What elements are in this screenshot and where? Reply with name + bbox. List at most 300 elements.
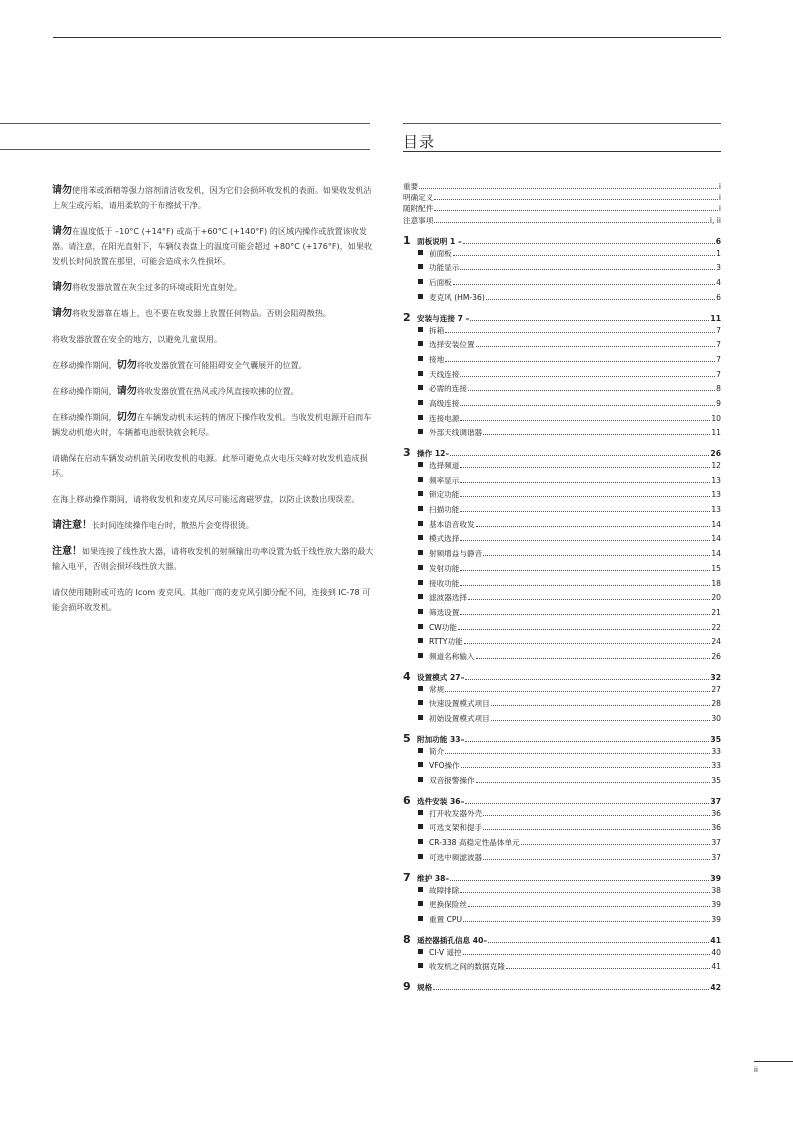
toc-leader-dots xyxy=(491,705,711,706)
toc-item-label: 选择频道 xyxy=(429,461,460,470)
toc-item-label: 扫描功能 xyxy=(429,505,460,515)
toc-section-item xyxy=(403,262,721,277)
toc-leader-dots xyxy=(486,299,715,300)
toc-leader-dots xyxy=(465,741,709,742)
precautions-column xyxy=(52,183,374,626)
precaution-paragraph xyxy=(52,585,374,615)
toc-chapter-label: 设置模式 27– xyxy=(417,672,465,682)
precaution-lead: 请勿 xyxy=(52,308,72,319)
toc-leader-dots xyxy=(483,434,710,435)
toc-item-page: 30 xyxy=(711,714,721,723)
toc-section-item xyxy=(403,947,721,962)
precaution-text: 在车辆发动机未运转的情况下操作收发机。当收发机电源开启而车辆发动机熄火时，车辆蓄电池很快就会耗尽。 xyxy=(52,412,372,437)
toc-section-item xyxy=(403,746,721,761)
toc-item-label: 常规 xyxy=(429,684,445,694)
toc-item-page: 7 xyxy=(716,354,721,364)
page-number: ii xyxy=(754,1066,758,1074)
precaution-text: 在海上移动操作期间，请将收发机和麦克风尽可能远离磁罗盘，以防止读数出现误差。 xyxy=(52,494,360,504)
precaution-paragraph xyxy=(52,224,374,269)
square-bullet-icon xyxy=(418,715,423,720)
toc-item-label: 拆箱 xyxy=(429,325,445,335)
toc-item-label: 打开收发器外壳 xyxy=(429,808,483,818)
precaution-lead: 请勿 xyxy=(52,226,72,237)
toc-item-page: 10 xyxy=(711,413,721,423)
precaution-prefix: 在移动操作期间， xyxy=(52,386,117,396)
toc-item-page: 1 xyxy=(716,248,721,258)
toc-chapter-label: 面板说明 1 – xyxy=(417,236,462,246)
toc-item-page: i xyxy=(718,193,721,203)
toc-item-page: 38 xyxy=(711,885,721,895)
toc-section-item xyxy=(403,713,721,728)
toc-chapter-label: 维护 38– xyxy=(417,873,450,883)
precaution-text: 使用苯或酒精等强力溶剂清洁收发机，因为它们会损坏收发机的表面。如果收发机沾上灰尘或污垢，请用柔软的干布擦拭干净。 xyxy=(52,185,372,210)
square-bullet-icon xyxy=(418,535,423,540)
toc-front-item xyxy=(403,203,721,214)
square-bullet-icon xyxy=(418,810,423,815)
toc-item-label: 重要 xyxy=(403,182,419,191)
toc-leader-dots xyxy=(460,585,710,586)
top-rule xyxy=(53,37,721,38)
toc-front-item xyxy=(403,181,721,192)
toc-leader-dots xyxy=(460,614,710,615)
square-bullet-icon xyxy=(418,854,423,859)
toc-leader-dots xyxy=(468,390,715,391)
toc-section-item xyxy=(403,914,721,929)
toc-item-label: 前面板 xyxy=(429,248,452,258)
toc-chapter xyxy=(403,933,721,947)
square-bullet-icon xyxy=(418,762,423,767)
toc-chapter xyxy=(403,794,721,808)
toc-section-item xyxy=(403,563,721,578)
precaution-text: 长时间连续操作电台时，散热片会变得很烫。 xyxy=(92,520,254,530)
toc-item-label: 锁定功能 xyxy=(429,490,460,500)
toc-item-label: 外部天线调谐器 xyxy=(429,428,483,438)
toc-item-label: CR-338 高稳定性晶体单元 xyxy=(429,838,520,848)
toc-section-item xyxy=(403,651,721,666)
square-bullet-icon xyxy=(418,624,423,629)
toc-chapter xyxy=(403,732,721,746)
left-section-rule-2 xyxy=(0,149,370,150)
toc-item-label: 筛选设置 xyxy=(429,607,460,617)
left-section-rule xyxy=(0,123,370,124)
toc-chapter xyxy=(403,446,721,460)
toc-item-page: 26 xyxy=(711,651,721,661)
toc-chapter-page: 26 xyxy=(710,449,721,458)
toc-item-label: VFO操作 xyxy=(429,761,460,771)
toc-item-page: 27 xyxy=(711,684,721,694)
square-bullet-icon xyxy=(418,839,423,844)
toc-item-label: 重置 CPU xyxy=(429,914,463,924)
toc-chapter-page: 11 xyxy=(710,313,721,323)
precaution-text: 将收发器放置在热风或冷风直接吹拂的位置。 xyxy=(136,386,299,396)
square-bullet-icon xyxy=(418,638,423,643)
toc-item-label: 后面板 xyxy=(429,278,452,288)
toc-leader-dots xyxy=(453,255,715,256)
toc-chapter-page: 35 xyxy=(710,734,721,744)
toc-item-page: 33 xyxy=(711,761,721,771)
page-number-rule xyxy=(754,1061,793,1062)
toc-section-item xyxy=(403,822,721,837)
toc-item-page: 8 xyxy=(716,384,721,394)
toc-front-item xyxy=(403,192,721,203)
toc-item-label: 快速设置模式项目 xyxy=(429,699,490,709)
toc-leader-dots xyxy=(483,815,710,816)
toc-leader-dots xyxy=(453,284,715,285)
toc-leader-dots xyxy=(465,679,709,680)
toc-item-label: 连接电源 xyxy=(429,413,460,423)
toc-leader-dots xyxy=(460,376,715,377)
toc-item-page: 14 xyxy=(711,534,721,544)
toc-leader-dots xyxy=(476,526,711,527)
square-bullet-icon xyxy=(418,686,423,691)
square-bullet-icon xyxy=(418,250,423,255)
toc-section-item xyxy=(403,837,721,852)
toc-leader-dots xyxy=(434,210,718,211)
toc-item-label: 收发机之间的数据克隆 xyxy=(429,962,505,972)
precaution-lead: 请勿 xyxy=(52,185,72,196)
precaution-text: 在温度低于 –10°C (+14°F) 或高于+60°C (+140°F) 的区域内操作或放置该收发器。请注意，在阳光直射下，车辆仪表盘上的温度可能会超过 +80°C (+176°F)，如果收发机长时间放置在那里，可能会造成永久性损坏。 xyxy=(52,226,373,266)
toc-leader-dots xyxy=(483,555,710,556)
toc-leader-dots xyxy=(470,320,709,321)
toc-item-page: 12 xyxy=(711,461,721,470)
toc-item-page: 13 xyxy=(711,505,721,515)
toc-item-page: 39 xyxy=(711,914,721,924)
precaution-paragraph xyxy=(52,332,374,347)
toc-item-label: 随附配件 xyxy=(403,204,434,214)
square-bullet-icon xyxy=(418,594,423,599)
toc-chapter-page: 41 xyxy=(710,935,721,945)
toc-item-label: 双音报警操作 xyxy=(429,776,475,786)
toc-leader-dots xyxy=(460,269,715,270)
toc-chapter-page: 39 xyxy=(710,873,721,883)
toc-section-item xyxy=(403,961,721,976)
toc-item-page: 11 xyxy=(711,428,721,438)
toc-item-page: 41 xyxy=(711,962,721,972)
toc-item-page: 39 xyxy=(711,900,721,910)
toc-item-page: 36 xyxy=(711,808,721,818)
precaution-prefix: 在移动操作期间， xyxy=(52,360,117,370)
toc-chapter-number: 1 xyxy=(403,233,411,247)
toc-leader-dots xyxy=(419,188,718,189)
toc-item-page: 22 xyxy=(711,622,721,632)
square-bullet-icon xyxy=(418,327,423,332)
toc-item-page: 13 xyxy=(711,475,721,485)
toc-item-label: CW功能 xyxy=(429,622,457,632)
toc-leader-dots xyxy=(468,599,710,600)
toc-section-item xyxy=(403,369,721,384)
precaution-paragraph xyxy=(52,183,374,213)
toc-title: 目录 xyxy=(403,133,436,151)
toc-leader-dots xyxy=(445,691,710,692)
toc-item-page: 13 xyxy=(711,490,721,500)
toc-leader-dots xyxy=(476,346,716,347)
square-bullet-icon xyxy=(418,400,423,405)
toc-item-label: 故障排除 xyxy=(429,885,460,895)
square-bullet-icon xyxy=(418,294,423,299)
toc-chapter-number: 3 xyxy=(403,446,411,459)
toc-leader-dots xyxy=(433,989,709,990)
toc-section-item xyxy=(403,354,721,369)
toc-item-label: 滤波器选择 xyxy=(429,593,467,603)
toc-item-page: 6 xyxy=(716,292,721,302)
precaution-lead: 切勿 xyxy=(116,412,137,423)
toc-leader-dots xyxy=(460,496,710,497)
toc-item-page: 7 xyxy=(716,325,721,335)
toc-item-label: 选择安装位置 xyxy=(429,340,475,350)
toc-leader-dots xyxy=(460,540,710,541)
toc-chapter xyxy=(403,311,721,325)
toc-item-page: 36 xyxy=(711,823,721,833)
toc-section-item xyxy=(403,325,721,340)
toc-item-label: 可选中频滤波器 xyxy=(429,852,483,862)
toc-item-label: 发射功能 xyxy=(429,563,460,573)
toc-item-label: 天线连接 xyxy=(429,369,460,379)
square-bullet-icon xyxy=(418,477,423,482)
toc-leader-dots xyxy=(521,844,711,845)
toc-chapter-label: 安装与连接 7 – xyxy=(417,313,470,323)
toc-leader-dots xyxy=(460,420,710,421)
toc-item-label: 频道名称输入 xyxy=(429,651,475,661)
square-bullet-icon xyxy=(418,700,423,705)
precaution-paragraph xyxy=(52,492,374,507)
toc-chapter-page: 32 xyxy=(710,672,721,682)
toc-item-label: 更换保险丝 xyxy=(429,900,467,910)
toc-leader-dots xyxy=(463,921,710,922)
toc-section-item xyxy=(403,548,721,563)
square-bullet-icon xyxy=(418,609,423,614)
toc-chapter xyxy=(403,871,721,885)
precaution-paragraph xyxy=(52,544,374,574)
square-bullet-icon xyxy=(418,521,423,526)
toc-section-item xyxy=(403,684,721,699)
precaution-paragraph xyxy=(52,384,374,399)
precaution-text: 请仅使用随附或可选的 Icom 麦克风。其他厂商的麦克风引脚分配不同，连接到 IC-78 可能会损坏收发机。 xyxy=(52,587,371,612)
toc-item-page: 20 xyxy=(711,593,721,603)
precaution-prefix: 在移动操作期间， xyxy=(52,412,117,422)
toc-chapter-label: 附加功能 33– xyxy=(417,734,465,744)
square-bullet-icon xyxy=(418,565,423,570)
toc-item-label: RTTY功能 xyxy=(429,637,463,647)
toc-leader-dots xyxy=(476,782,711,783)
toc-item-page: 40 xyxy=(711,947,721,957)
toc-front-item xyxy=(403,215,721,226)
toc-section-item xyxy=(403,292,721,307)
toc-chapter-label: 规格 xyxy=(417,982,433,992)
toc-chapter-number: 4 xyxy=(403,669,411,683)
toc-item-page: 18 xyxy=(711,578,721,588)
toc-leader-dots xyxy=(463,954,711,955)
toc-chapter-number: 5 xyxy=(403,731,411,745)
toc-leader-dots xyxy=(458,629,710,630)
toc-chapter-label: 操作 12– xyxy=(417,449,450,458)
toc-item-label: 基本语音收发 xyxy=(429,519,475,529)
square-bullet-icon xyxy=(418,653,423,658)
toc-section-item xyxy=(403,533,721,548)
precaution-paragraph xyxy=(52,410,374,440)
square-bullet-icon xyxy=(418,429,423,434)
precaution-paragraph xyxy=(52,451,374,481)
toc-item-label: 初始设置模式项目 xyxy=(429,714,490,723)
precaution-paragraph xyxy=(52,358,374,373)
toc-chapter-number: 6 xyxy=(403,793,411,807)
precaution-lead: 请注意！ xyxy=(52,520,92,531)
precaution-paragraph xyxy=(52,518,374,533)
toc-section-item xyxy=(403,489,721,504)
precaution-text: 将收发器放置在安全的地方，以避免儿童误用。 xyxy=(52,334,222,344)
toc-title-rule xyxy=(403,151,721,152)
toc-chapter xyxy=(403,670,721,684)
toc-leader-dots xyxy=(460,405,715,406)
toc-leader-dots xyxy=(460,570,710,571)
precaution-text: 将收发器靠在墙上，也不要在收发器上放置任何物品。否则会阻碍散热。 xyxy=(72,308,332,318)
precaution-text: 请确保在启动车辆发动机前关闭收发机的电源。此举可避免点火电压尖峰对收发机造成损坏。 xyxy=(52,453,368,478)
square-bullet-icon xyxy=(418,371,423,376)
toc-chapter-number: 2 xyxy=(403,310,411,324)
toc-item-page: i xyxy=(718,204,721,214)
toc-item-page: 9 xyxy=(716,398,721,408)
square-bullet-icon xyxy=(418,887,423,892)
toc-chapter-label: 遥控器插孔信息 40– xyxy=(417,935,488,945)
toc-leader-dots xyxy=(506,968,710,969)
square-bullet-icon xyxy=(418,341,423,346)
toc-leader-dots xyxy=(445,361,715,362)
toc-item-page: 21 xyxy=(711,607,721,617)
toc-section-item xyxy=(403,504,721,519)
toc-section-item xyxy=(403,636,721,651)
toc-item-page: 15 xyxy=(711,563,721,573)
toc-section-item xyxy=(403,808,721,823)
toc-section-item xyxy=(403,760,721,775)
toc-item-label: 接地 xyxy=(429,354,445,364)
toc-leader-dots xyxy=(450,455,709,456)
toc-chapter xyxy=(403,234,721,248)
toc-section-item xyxy=(403,852,721,867)
toc-section-item xyxy=(403,475,721,490)
toc-chapter-number: 7 xyxy=(403,870,411,884)
toc-leader-dots xyxy=(483,859,710,860)
toc-chapter-page: 6 xyxy=(715,236,721,246)
toc-leader-dots xyxy=(445,753,710,754)
toc-item-page: 14 xyxy=(711,549,721,559)
toc-section-item xyxy=(403,398,721,413)
toc-item-page: 24 xyxy=(711,637,721,647)
toc-leader-dots xyxy=(476,658,711,659)
toc-item-label: 必需的连接 xyxy=(429,384,467,394)
square-bullet-icon xyxy=(418,279,423,284)
precaution-lead: 切勿 xyxy=(116,360,137,371)
square-bullet-icon xyxy=(418,462,423,467)
toc-item-page: 4 xyxy=(716,278,721,288)
toc-item-page: 3 xyxy=(716,263,721,273)
toc-chapter-number: 8 xyxy=(403,932,411,946)
precaution-text: 如果连接了线性放大器，请将收发机的射频输出功率设置为低于线性放大器的最大输入电平，否则会损坏线性放大器。 xyxy=(52,546,374,571)
square-bullet-icon xyxy=(418,824,423,829)
toc-section-item xyxy=(403,775,721,790)
precaution-paragraph xyxy=(52,280,374,295)
toc-item-label: 射频增益与静音 xyxy=(429,549,483,559)
precaution-lead: 请勿 xyxy=(116,386,137,397)
precaution-paragraph xyxy=(52,306,374,321)
toc-item-label: 频率显示 xyxy=(429,475,460,485)
square-bullet-icon xyxy=(418,916,423,921)
toc-item-label: 注意事项 xyxy=(403,215,434,225)
square-bullet-icon xyxy=(418,777,423,782)
toc-chapter-label: 选件安装 36– xyxy=(417,796,465,806)
toc-top-rule xyxy=(403,123,721,124)
square-bullet-icon xyxy=(418,748,423,753)
toc-chapter xyxy=(403,980,721,994)
square-bullet-icon xyxy=(418,491,423,496)
toc-item-page: i xyxy=(718,182,721,191)
toc-item-page: 35 xyxy=(711,776,721,786)
toc-item-page: i, ii xyxy=(709,215,721,225)
toc-leader-dots xyxy=(463,243,715,244)
square-bullet-icon xyxy=(418,963,423,968)
toc-item-label: 接收功能 xyxy=(429,578,460,588)
square-bullet-icon xyxy=(418,550,423,555)
toc-section-item xyxy=(403,899,721,914)
toc-leader-dots xyxy=(488,942,709,943)
square-bullet-icon xyxy=(418,356,423,361)
toc-item-label: 可选支架和提手 xyxy=(429,823,483,833)
toc-section-item xyxy=(403,460,721,475)
precaution-text: 将收发器放置在灰尘过多的环境或阳光直射处。 xyxy=(72,282,242,292)
toc-leader-dots xyxy=(460,482,710,483)
toc-item-page: 37 xyxy=(711,852,721,862)
toc-section-item xyxy=(403,698,721,713)
toc-item-label: 明确定义 xyxy=(403,193,434,203)
toc-section-item xyxy=(403,607,721,622)
toc-spacer xyxy=(403,226,721,230)
toc-section-item xyxy=(403,427,721,442)
toc-leader-dots xyxy=(460,511,710,512)
toc-item-page: 28 xyxy=(711,699,721,709)
toc-item-page: 7 xyxy=(716,340,721,350)
toc-leader-dots xyxy=(461,767,711,768)
toc-leader-dots xyxy=(468,906,710,907)
toc-section-item xyxy=(403,383,721,398)
precaution-text: 将收发器放置在可能阻碍安全气囊展开的位置。 xyxy=(136,360,307,370)
toc-item-page: 33 xyxy=(711,746,721,756)
toc-section-item xyxy=(403,339,721,354)
toc-section-item xyxy=(403,277,721,292)
toc-section-item xyxy=(403,622,721,637)
toc-leader-dots xyxy=(445,332,715,333)
toc-item-page: 7 xyxy=(716,369,721,379)
square-bullet-icon xyxy=(418,506,423,511)
toc-section-item xyxy=(403,519,721,534)
toc-item-label: 高级连接 xyxy=(429,398,460,408)
toc-item-label: 模式选择 xyxy=(429,534,460,544)
square-bullet-icon xyxy=(418,580,423,585)
toc-item-label: 简介 xyxy=(429,746,445,756)
toc-leader-dots xyxy=(491,720,711,721)
toc-leader-dots xyxy=(460,892,710,893)
square-bullet-icon xyxy=(418,901,423,906)
square-bullet-icon xyxy=(418,415,423,420)
toc-chapter-number: 9 xyxy=(403,979,411,993)
toc-section-item xyxy=(403,248,721,263)
square-bullet-icon xyxy=(418,385,423,390)
toc-item-page: 37 xyxy=(711,838,721,848)
toc-section-item xyxy=(403,413,721,428)
toc-leader-dots xyxy=(483,829,710,830)
table-of-contents xyxy=(403,181,721,994)
toc-chapter-page: 42 xyxy=(710,982,721,992)
square-bullet-icon xyxy=(418,949,423,954)
toc-item-label: 功能显示 xyxy=(429,263,460,273)
toc-section-item xyxy=(403,885,721,900)
